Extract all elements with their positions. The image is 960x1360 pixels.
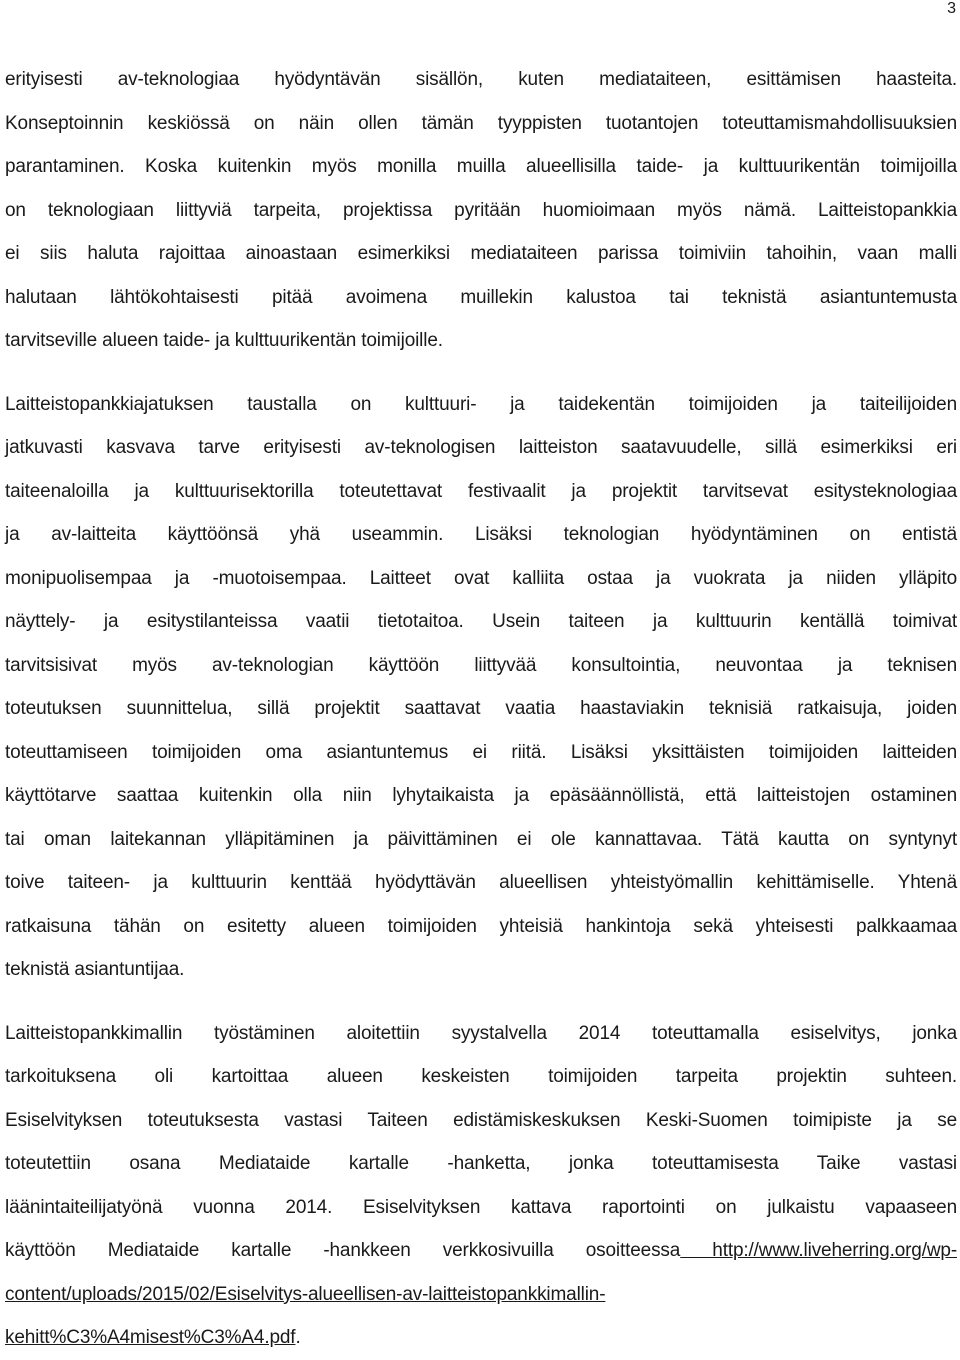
link-trailing-period: . bbox=[295, 1327, 301, 1348]
text-line: tarvitseville alueen taide- ja kulttuurikentän toimijoille. bbox=[5, 330, 443, 351]
text-line: on teknologiaan liittyviä tarpeita, projektissa pyritään huomioimaan myös nämä. Laitteistopankkia bbox=[5, 199, 957, 221]
paragraph-1 bbox=[5, 58, 957, 363]
paragraph-3 bbox=[5, 1012, 957, 1360]
text-line bbox=[5, 1229, 957, 1273]
link-prefix-text: käyttöön Mediataide kartalle -hankkeen verkkosivuilla osoitteessa bbox=[5, 1240, 681, 1261]
text-line: teknistä asiantuntijaa. bbox=[5, 959, 185, 980]
text-line: tarkoituksena oli kartoittaa alueen keskeisten toimijoiden tarpeita projektin suhteen. bbox=[5, 1066, 957, 1087]
text-line: erityisesti av-teknologiaa hyödyntävän sisällön, kuten mediataiteen, esittämisen haasteita. bbox=[5, 69, 957, 90]
report-link-part-2[interactable]: content/uploads/2015/02/Esiselvitys-alueellisen-av-laitteistopankkimallin- bbox=[5, 1283, 606, 1305]
text-line: halutaan lähtökohtaisesti pitää avoimena muillekin kalustoa tai teknistä asiantuntemusta bbox=[5, 286, 957, 308]
text-line bbox=[5, 1316, 957, 1360]
text-line: jatkuvasti kasvava tarve erityisesti av-teknologisen laitteiston saatavuudelle, sillä esimerkiksi eri bbox=[5, 437, 957, 458]
text-line: Laitteistopankkimallin työstäminen aloitettiin syystalvella 2014 toteuttamalla esiselvitys, jonka bbox=[5, 1022, 957, 1044]
text-line: tai oman laitekannan ylläpitäminen ja päivittäminen ei ole kannattavaa. Tätä kautta on syntynyt bbox=[5, 828, 957, 850]
text-line: Konseptoinnin keskiössä on näin ollen tämän tyyppisten tuotantojen toteuttamismahdollisuuksien bbox=[5, 112, 957, 134]
text-line: ratkaisuna tähän on esitetty alueen toimijoiden yhteisiä hankintoja sekä yhteisesti palkkaamaa bbox=[5, 915, 957, 937]
text-line bbox=[5, 1273, 957, 1317]
text-line: parantaminen. Koska kuitenkin myös monilla muilla alueellisilla taide- ja kulttuurikentän toimijoilla bbox=[5, 156, 957, 177]
text-line: ei siis haluta rajoittaa ainoastaan esimerkiksi mediataiteen parissa toimiviin tahoihin, vaan malli bbox=[5, 243, 957, 264]
paragraph-2 bbox=[5, 383, 957, 992]
text-line: näyttely- ja esitystilanteissa vaatii tietotaitoa. Usein taiteen ja kulttuurin kentällä toimivat bbox=[5, 611, 957, 632]
page-number: 3 bbox=[947, 0, 956, 17]
text-line: toteutettiin osana Mediataide kartalle -hanketta, jonka toteuttamisesta Taike vastasi bbox=[5, 1153, 957, 1174]
text-line: monipuolisempaa ja -muotoisempaa. Laitteet ovat kalliita ostaa ja vuokrata ja niiden ylläpito bbox=[5, 567, 957, 589]
text-line: toteutuksen suunnittelua, sillä projektit saattavat vaatia haastaviakin teknisiä ratkaisuja, joiden bbox=[5, 698, 957, 719]
report-link-part-3[interactable]: kehitt%C3%A4misest%C3%A4.pdf bbox=[5, 1327, 296, 1348]
text-line: toteuttamiseen toimijoiden oma asiantuntemus ei riitä. Lisäksi yksittäisten toimijoiden laitteiden bbox=[5, 741, 957, 763]
text-line: Laitteistopankkiajatuksen taustalla on kulttuuri- ja taidekentän toimijoiden ja taiteilijoiden bbox=[5, 393, 957, 415]
text-line: ja av-laitteita käyttöönsä yhä useammin. Lisäksi teknologian hyödyntäminen on entistä bbox=[5, 524, 957, 545]
text-line: toive taiteen- ja kulttuurin kenttää hyödyttävän alueellisen yhteistyömallin kehittämiselle. Yhtenä bbox=[5, 872, 957, 893]
document-body bbox=[5, 58, 957, 1360]
text-line: läänintaiteilijatyönä vuonna 2014. Esiselvityksen kattava raportointi on julkaistu vapaaseen bbox=[5, 1196, 957, 1218]
text-line: tarvitsisivat myös av-teknologian käyttöön liittyvää konsultointia, neuvontaa ja teknisen bbox=[5, 654, 957, 676]
text-line: Esiselvityksen toteutuksesta vastasi Taiteen edistämiskeskuksen Keski-Suomen toimipiste ja se bbox=[5, 1109, 957, 1131]
report-link-part-1[interactable]: http://www.liveherring.org/wp- bbox=[680, 1240, 957, 1261]
text-line: taiteenaloilla ja kulttuurisektorilla toteutettavat festivaalit ja projektit tarvitsevat esitysteknologiaa bbox=[5, 480, 957, 502]
text-line: käyttötarve saattaa kuitenkin olla niin lyhytaikaista ja epäsäännöllistä, että laitteistojen ostaminen bbox=[5, 785, 957, 806]
